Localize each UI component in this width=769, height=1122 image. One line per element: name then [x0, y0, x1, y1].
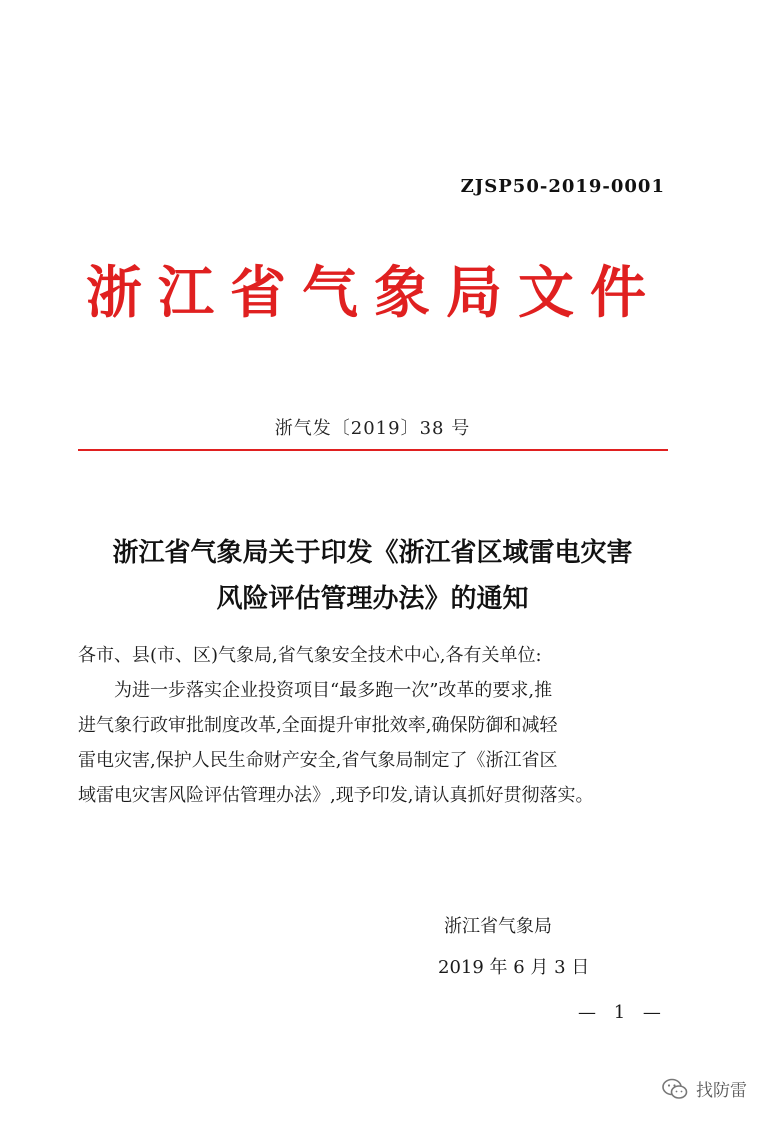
document-number: 浙气发〔2019〕38 号: [274, 418, 471, 439]
masthead-char: 气: [302, 261, 358, 326]
red-divider: [78, 449, 668, 451]
page-number: — 1 —: [578, 1002, 667, 1023]
document-body: [78, 638, 668, 813]
masthead-char: 文: [518, 261, 574, 326]
wechat-icon: [662, 1078, 688, 1100]
body-line: 为进一步落实企业投资项目“最多跑一次”改革的要求,推: [114, 680, 553, 701]
document-title: [0, 530, 745, 622]
masthead-char: 省: [230, 261, 286, 326]
body-line: 域雷电灾害风险评估管理办法》,现予印发,请认真抓好贯彻落实。: [78, 785, 594, 806]
title-line: 风险评估管理办法》的通知: [216, 584, 529, 614]
masthead-char: 象: [374, 261, 430, 326]
watermark-text: 找防雷: [696, 1081, 747, 1101]
salutation: 各市、县(市、区)气象局,省气象安全技术中心,各有关单位:: [78, 645, 542, 666]
issue-date: 2019 年 6 月 3 日: [438, 957, 590, 978]
signature: 浙江省气象局: [444, 916, 552, 937]
masthead-char: 江: [158, 261, 214, 326]
document-code: ZJSP50-2019-0001: [460, 176, 665, 197]
title-line: 浙江省气象局关于印发《浙江省区域雷电灾害: [112, 538, 633, 568]
masthead-char: 浙: [86, 261, 142, 326]
masthead: [86, 261, 646, 326]
watermark: [662, 1076, 747, 1101]
body-line: 进气象行政审批制度改革,全面提升审批效率,确保防御和减轻: [78, 715, 558, 736]
body-line: 雷电灾害,保护人民生命财产安全,省气象局制定了《浙江省区: [78, 750, 558, 771]
masthead-char: 局: [446, 261, 502, 326]
masthead-char: 件: [590, 261, 646, 326]
